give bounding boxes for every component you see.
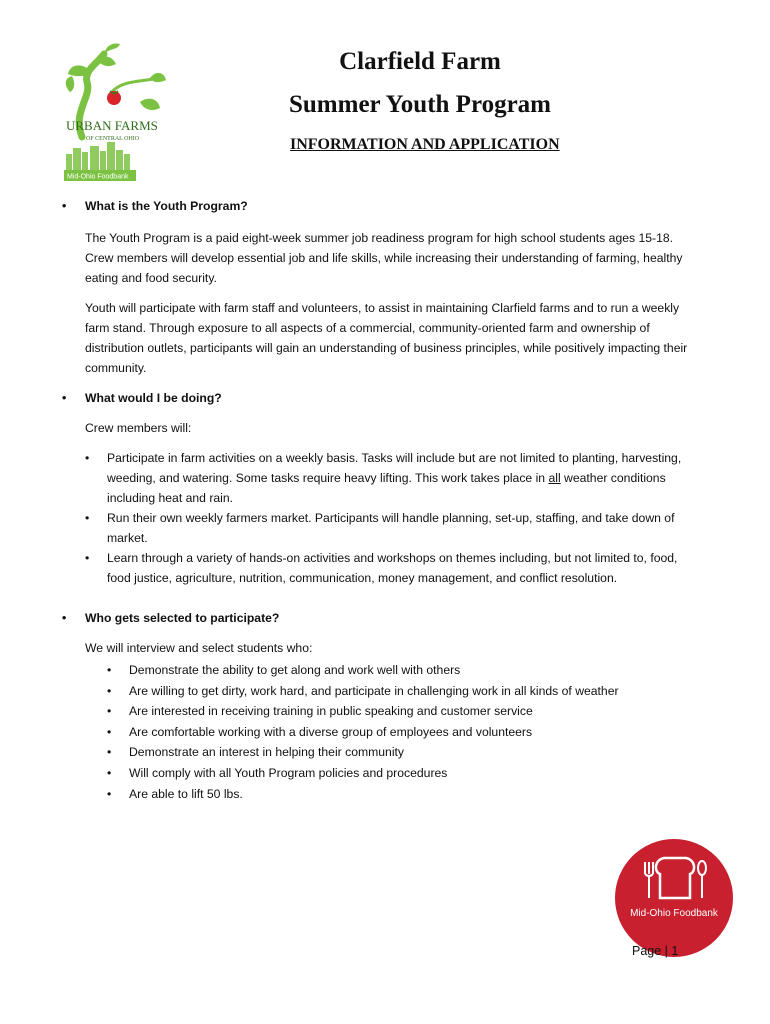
- mid-ohio-foodbank-seal: [614, 838, 734, 958]
- doing-heading: What would I be doing?: [85, 391, 222, 405]
- bullet-icon: •: [107, 765, 112, 780]
- bullet-icon: •: [107, 745, 112, 760]
- list-item: [107, 681, 694, 702]
- selected-item: Demonstrate an interest in helping their community: [129, 745, 405, 760]
- doing-item1-underline: all: [548, 471, 561, 485]
- list-item: [107, 701, 694, 722]
- list-item: [107, 784, 694, 805]
- bullet-icon: •: [62, 611, 67, 625]
- selected-intro: We will interview and select students who:: [85, 641, 313, 655]
- page-title: Clarfield Farm: [339, 48, 501, 75]
- section-heading: [62, 196, 694, 216]
- section-heading: [62, 388, 694, 408]
- selected-item: Are willing to get dirty, work hard, and participate in challenging work in all kinds of weather: [129, 683, 619, 698]
- logo-banner: Mid-Ohio Foodbank: [67, 173, 129, 181]
- bullet-icon: •: [85, 551, 90, 565]
- logo-name-line2: OF CENTRAL OHIO: [86, 136, 140, 142]
- document-body: [62, 196, 694, 804]
- list-item: [85, 508, 694, 548]
- list-item: [107, 722, 694, 743]
- list-item: [85, 548, 694, 588]
- bullet-icon: •: [85, 451, 90, 465]
- youth-program-heading: What is the Youth Program?: [85, 199, 248, 213]
- bullet-icon: •: [107, 786, 112, 801]
- page-subtitle-program: Summer Youth Program: [288, 91, 552, 118]
- selected-list: [107, 660, 694, 804]
- selected-item: Will comply with all Youth Program policies and procedures: [129, 765, 448, 780]
- doing-item1-pre: Participate in farm activities on a weekly basis. Tasks will include but are not limited to planting, harvesting, weeding, and watering. Some tasks require heavy lifting. This work takes place in: [107, 451, 682, 485]
- seal-text: Mid-Ohio Foodbank: [630, 908, 718, 919]
- bullet-icon: •: [107, 663, 112, 677]
- page-subtitle-info: INFORMATION AND APPLICATION: [290, 136, 560, 153]
- urban-farms-logo: [62, 42, 180, 182]
- title-block: [200, 44, 640, 154]
- doing-item2: Run their own weekly farmers market. Participants will handle planning, set-up, staffing, and take down of market.: [107, 511, 675, 545]
- logo-name-line1: URBAN FARMS: [66, 118, 158, 133]
- bullet-icon: •: [85, 511, 90, 525]
- bullet-icon: •: [107, 724, 112, 739]
- selected-heading: Who gets selected to participate?: [85, 611, 280, 625]
- list-item: [85, 448, 694, 508]
- bullet-icon: •: [107, 704, 112, 719]
- list-item: [107, 742, 694, 763]
- doing-intro: Crew members will:: [85, 421, 192, 435]
- bullet-icon: •: [107, 683, 112, 698]
- selected-item: Are interested in receiving training in public speaking and customer service: [129, 704, 533, 719]
- youth-program-para2: Youth will participate with farm staff and volunteers, to assist in maintaining Clarfield farms and to run a weekly farm stand. Through exposure to all aspects of a commercial, community-oriented farm and ownership of distribution outlets, participants will gain an understanding of business principles, while positively impacting their community.: [85, 301, 688, 375]
- youth-program-para1: The Youth Program is a paid eight-week summer job readiness program for high school students ages 15-18. Crew members will develop essential job and life skills, while increasing their understanding of farming, healthy eating and food security.: [85, 231, 683, 285]
- selected-item: Are able to lift 50 lbs.: [129, 786, 243, 801]
- bullet-icon: •: [62, 391, 67, 405]
- section-heading: [62, 608, 694, 628]
- selected-item: Are comfortable working with a diverse group of employees and volunteers: [129, 724, 533, 739]
- skyline-icon: [66, 142, 130, 170]
- doing-item3: Learn through a variety of hands-on activities and workshops on themes including, but not limited to, food, food justice, agriculture, nutrition, communication, money management, and conflict resolution.: [107, 551, 678, 585]
- doing-item1-post: weather conditions including heat and rain.: [107, 471, 666, 505]
- selected-item: Demonstrate the ability to get along and work well with others: [129, 663, 461, 677]
- doing-list: [85, 448, 694, 588]
- bullet-icon: •: [62, 199, 67, 213]
- list-item: [107, 763, 694, 784]
- page-number: Page | 1: [632, 944, 679, 958]
- list-item: [107, 660, 694, 681]
